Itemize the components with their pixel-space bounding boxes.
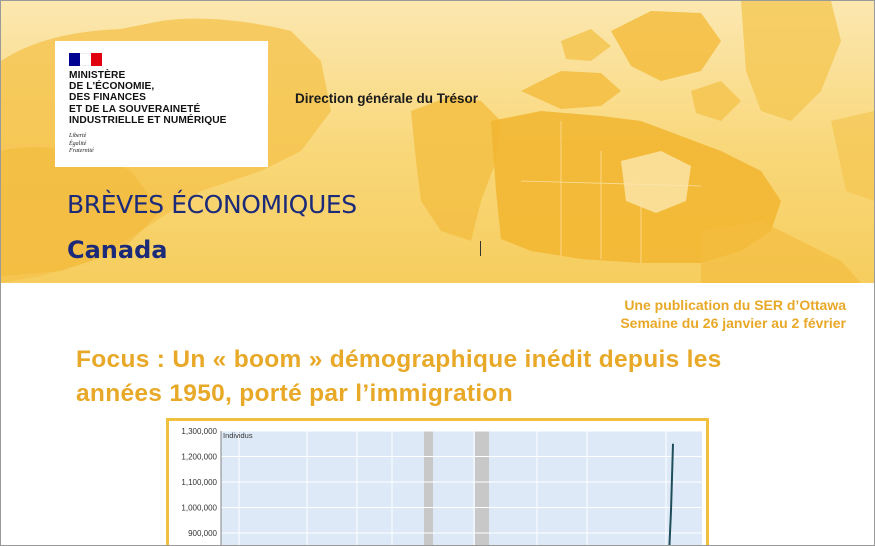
- republic-motto: [69, 133, 94, 156]
- motto-line: Fraternité: [69, 148, 94, 154]
- directorate-name: Direction générale du Trésor: [295, 91, 479, 106]
- y-tick-label: 1,000,000: [181, 503, 217, 513]
- y-tick-label: 900,000: [188, 529, 217, 538]
- publication-title: BRÈVES ÉCONOMIQUES: [67, 190, 357, 219]
- header-banner: [1, 1, 874, 283]
- ministry-line: ET DE LA SOUVERAINETÉ: [69, 103, 201, 115]
- y-axis-label: Individus: [223, 431, 253, 440]
- french-flag-icon: [69, 53, 102, 66]
- text-cursor: [480, 241, 481, 256]
- ministry-line: MINISTÈRE: [69, 70, 126, 81]
- population-chart: [166, 418, 709, 546]
- y-tick-label: 1,300,000: [181, 427, 217, 436]
- ministry-line: DE L'ÉCONOMIE,: [69, 81, 155, 93]
- ministry-line: DES FINANCES: [69, 92, 147, 104]
- focus-heading: [76, 343, 846, 411]
- ministry-logo-block: [55, 41, 268, 167]
- publication-source: Une publication du SER d’Ottawa: [624, 297, 846, 313]
- focus-heading-line: Focus : Un « boom » démographique inédit depuis les: [76, 346, 722, 373]
- plot-area: [221, 431, 702, 546]
- recession-band: [475, 431, 489, 546]
- chart-canvas: [169, 421, 706, 546]
- recession-band: [424, 431, 433, 546]
- y-tick-label: 1,200,000: [181, 452, 217, 462]
- ministry-name: [69, 70, 265, 126]
- country-title: Canada: [67, 236, 168, 264]
- publication-week: Semaine du 26 janvier au 2 février: [620, 315, 846, 331]
- motto-line: Liberté: [69, 133, 87, 139]
- y-tick-label: 1,100,000: [181, 478, 217, 487]
- motto-line: Égalité: [69, 140, 87, 147]
- ministry-line: INDUSTRIELLE ET NUMÉRIQUE: [69, 114, 227, 126]
- focus-heading-line: années 1950, porté par l’immigration: [76, 380, 513, 407]
